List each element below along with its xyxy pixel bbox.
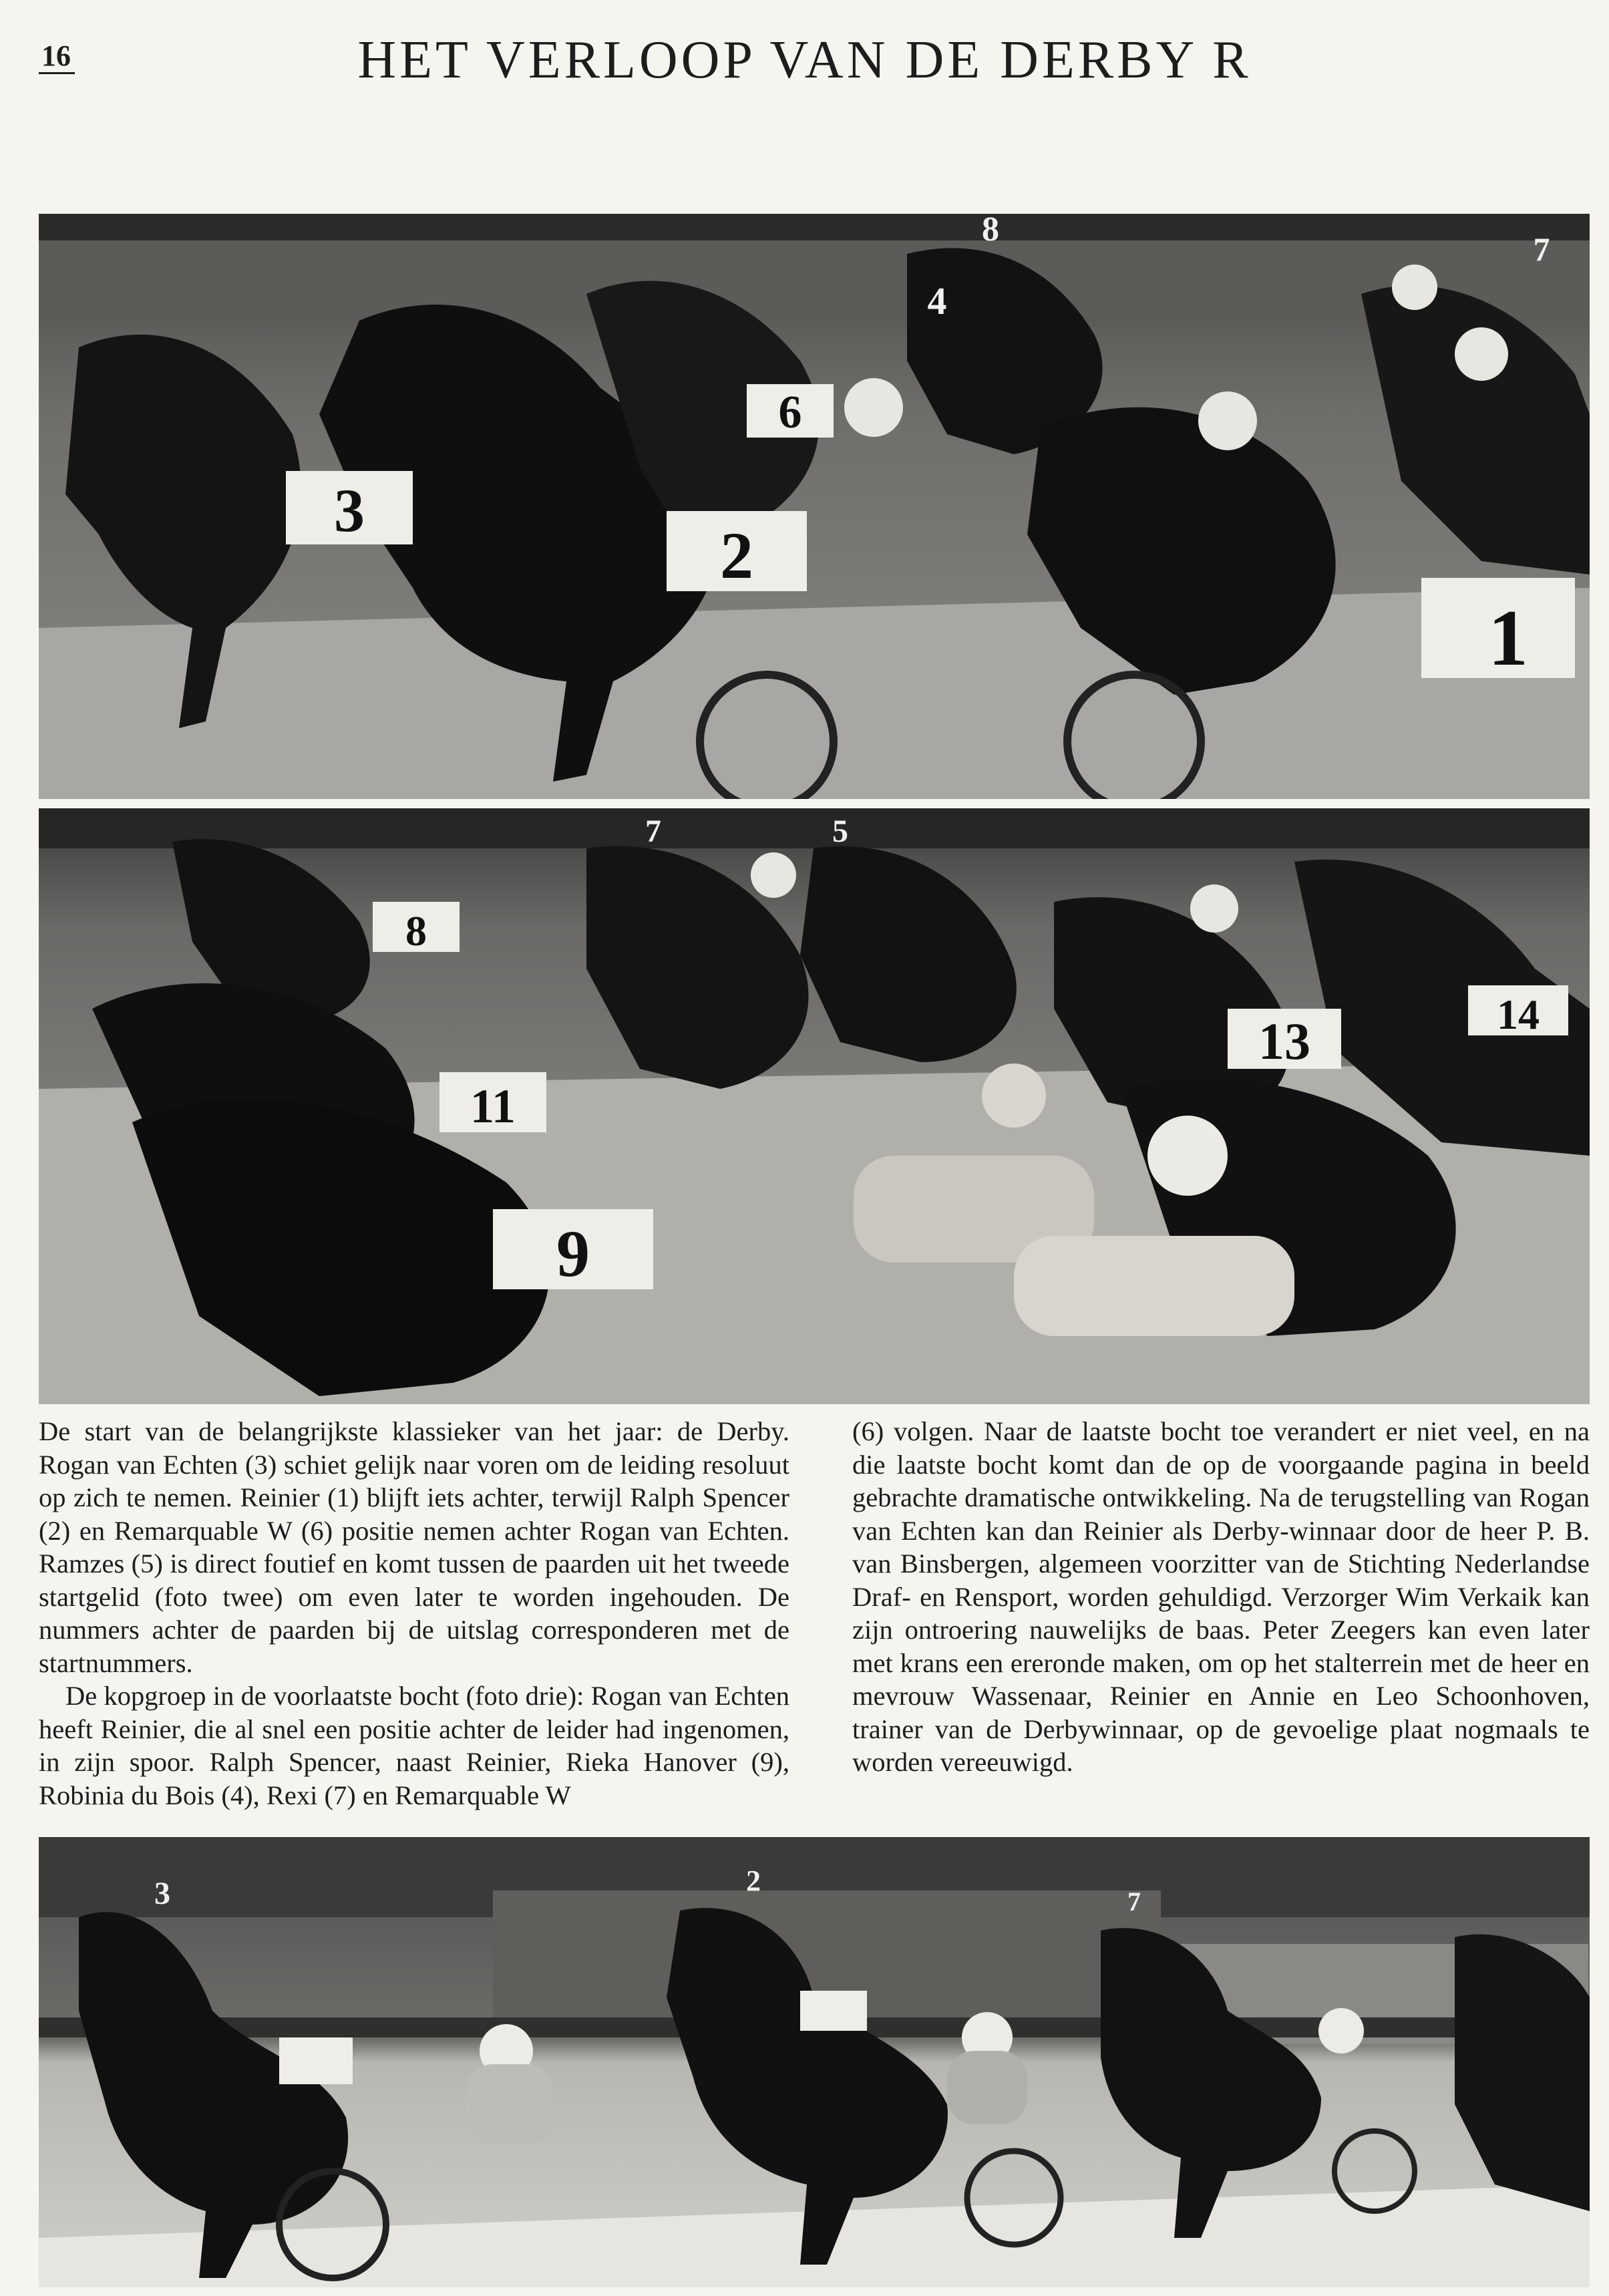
saddle-number-9: 9 (556, 1216, 590, 1291)
page-title: HET VERLOOP VAN DE DERBY R (357, 31, 1252, 90)
caption-paragraph: (6) volgen. Naar de laatste bocht toe verandert er niet veel, en na die laatste bocht komt dan de op de voorgaande pagina in beeld gebrachte dramatische ontwikkeling. Na de terugstelling van Rogan van Echten kan dan Reinier als Derby-winnaar door de heer P. B. van Binsbergen, algemeen voorzitter van de Stichting Nederlandse Draf- en Rensport, worden gehuldigd. Verzorger Wim Verkaik kan zijn ontroering nauwelijks de baas. Peter Zeegers kan even later met krans een ereronde maken, om op het stalterrein met de heer en mevrouw Wassenaar, Reinier en Annie en Leo Schoonhoven, trainer van de Derbywinnaar, op de gevoelige plaat nogmaals te worden vereeuwigd. (852, 1416, 1590, 1777)
start-photo-two (39, 808, 1590, 1404)
saddle-cloth-3 (279, 2037, 353, 2084)
saddle-number-13: 13 (1258, 1012, 1310, 1070)
saddle-cloth-2 (800, 1991, 867, 2031)
horse-race-start-image (39, 214, 1590, 799)
head-number-8: 8 (982, 214, 999, 249)
head-number-3: 3 (154, 1876, 170, 1911)
saddle-number-8: 8 (405, 907, 427, 955)
caption-paragraph: De start van de belangrijkste klassieker van het jaar: de Derby. Rogan van Echten (3) schiet gelijk naar voren om de leiding resoluut op zich te nemen. Reinier (1) blijft iets achter, terwijl Ralph Spencer (2) en Remarquable W (6) positie nemen achter Rogan van Echten. Ramzes (5) is direct foutief en komt tussen de paarden uit het tweede startgelid (foto twee) om even later te worden ingehouden. De nummers achter de paarden bij de uitslag corresponderen met de startnummers. (39, 1416, 789, 1678)
head-number-4: 4 (927, 279, 947, 323)
horse-race-curve-image (39, 1837, 1590, 2287)
saddle-number-6: 6 (778, 387, 802, 438)
saddle-number-2: 2 (720, 518, 753, 593)
head-number-2: 2 (746, 1864, 761, 1897)
curve-photo-three (39, 1837, 1590, 2287)
caption-right-column (852, 1415, 1590, 1779)
head-number-7: 7 (645, 814, 661, 849)
saddle-number-1: 1 (1488, 593, 1528, 682)
caption-paragraph: De kopgroep in de voorlaatste bocht (foto drie): Rogan van Echten heeft Reinier, die al snel een positie achter de leider had ingenomen, in zijn spoor. Ralph Spencer, naast Reinier, Rieka Hanover (9), Robinia du Bois (4), Rexi (7) en Remarquable W (39, 1681, 789, 1810)
saddle-number-14: 14 (1497, 991, 1540, 1038)
start-photo-one (39, 214, 1590, 799)
head-number-5: 5 (832, 814, 848, 849)
caption-left-column (39, 1415, 789, 1812)
horse-race-second-row-image (39, 808, 1590, 1404)
saddle-number-3: 3 (334, 476, 365, 544)
page-number: 16 (39, 41, 75, 74)
saddle-number-11: 11 (470, 1080, 516, 1133)
head-number-7: 7 (1533, 230, 1550, 268)
head-number-7: 7 (1127, 1887, 1141, 1917)
